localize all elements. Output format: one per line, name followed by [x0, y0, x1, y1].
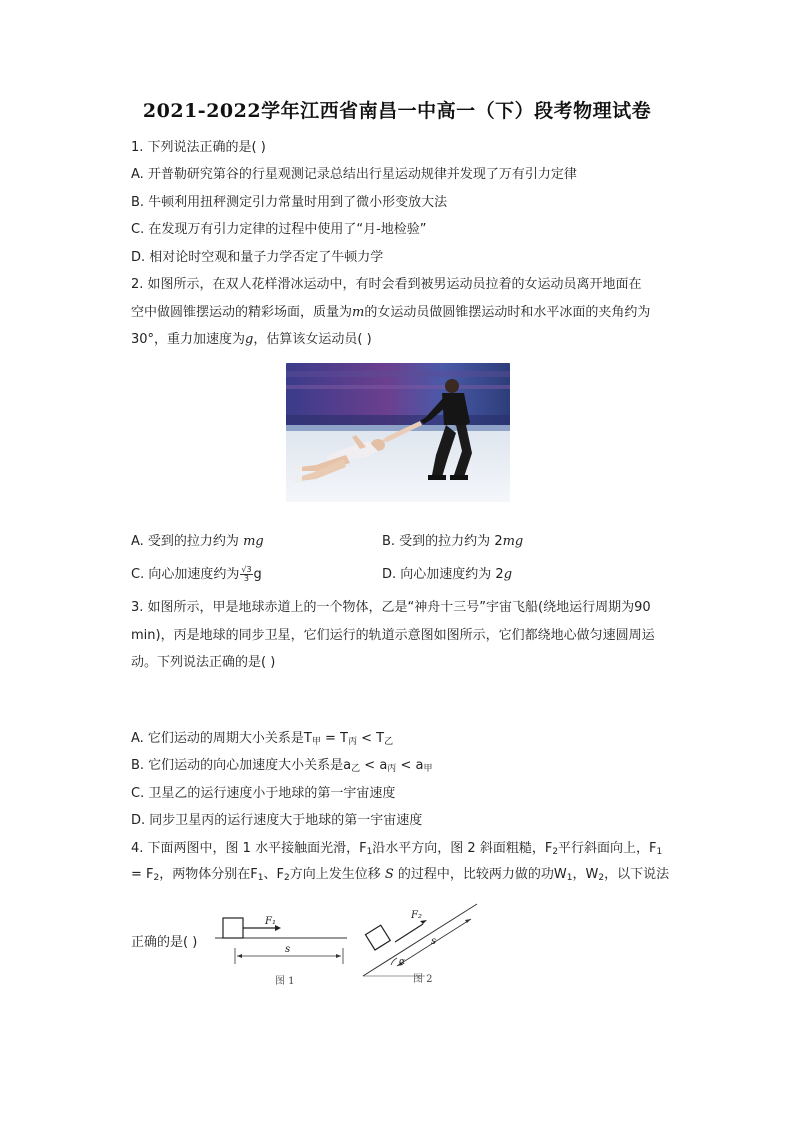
force-f2-arrow	[395, 924, 423, 942]
q3-text: < T	[357, 731, 385, 746]
q2-stem-line1: 2. 如图所示，在双人花样滑冰运动中，有时会看到被男运动员拉着的女运动员离开地面在	[131, 277, 642, 292]
q4-text: 平行斜面向上，F	[558, 841, 657, 856]
q2-var-g: g	[245, 332, 254, 347]
q3-text: < a	[360, 758, 388, 773]
q4-stem-line3: 正确的是( )	[131, 935, 198, 950]
q4-text: 沿水平方向，图 2 斜面粗糙，F	[372, 841, 553, 856]
q3-option-a	[131, 730, 393, 751]
q4-figure-1	[215, 916, 347, 987]
q2-text: 空中做圆锥摆运动的精彩场面，质量为	[131, 305, 353, 320]
q1-option-d: D. 相对论时空观和量子力学否定了牛顿力学	[131, 250, 384, 265]
f1-label: F₁	[265, 916, 276, 927]
s1-label: s	[285, 944, 291, 955]
q2-option-c	[131, 566, 262, 584]
q4-figure-2	[363, 904, 477, 985]
q4-subscript: 1	[366, 847, 373, 857]
q4-text: 、F	[263, 867, 284, 882]
q2-option-c-unit: g	[253, 567, 262, 582]
fraction-denominator: 3	[243, 574, 249, 583]
q4-subscript: 1	[257, 873, 264, 883]
q1-option-b: B. 牛顿利用扭秤测定引力常量时用到了微小形变放大法	[131, 195, 448, 210]
figure-1-caption: 图 1	[275, 976, 295, 987]
q3-stem-line1: 3. 如图所示，甲是地球赤道上的一个物体，乙是“神舟十三号”宇宙飞船(绕地运行周期为90	[131, 600, 651, 615]
q4-text: 方向上发生位移	[289, 867, 385, 882]
q4-subscript: 1	[656, 847, 663, 857]
q3-text: = T	[320, 731, 348, 746]
q2-option-d-var: g	[503, 567, 513, 582]
q4-subscript: 2	[153, 873, 160, 883]
q4-text: = F	[131, 867, 154, 882]
q3-text: B. 它们运动的向心加速度大小关系是a	[131, 758, 352, 773]
q4-subscript: 2	[552, 847, 559, 857]
q4-subscript: 1	[566, 873, 573, 883]
q3-subscript: 乙	[384, 737, 394, 747]
block-1	[223, 918, 243, 938]
q3-stem-line3: 动。下列说法正确的是( )	[131, 655, 276, 670]
alpha-label: α	[399, 957, 406, 967]
q3-subscript: 甲	[423, 764, 433, 774]
q3-subscript: 丙	[387, 764, 397, 774]
q2-text: 30°，重力加速度为	[131, 332, 246, 347]
q3-subscript: 乙	[351, 764, 361, 774]
q2-option-d-text: D. 向心加速度约为 2	[382, 567, 504, 582]
q2-option-b	[382, 533, 523, 551]
figure-skating-photo	[286, 363, 510, 502]
q4-text: ，以下说法	[604, 867, 670, 882]
q2-stem-line2	[131, 304, 650, 322]
q4-stem-line2	[131, 866, 669, 887]
q4-var-s: S	[384, 867, 394, 882]
q2-option-b-var: mg	[502, 534, 524, 549]
q4-subscript: 2	[283, 873, 290, 883]
q3-option-c: C. 卫星乙的运行速度小于地球的第一宇宙速度	[131, 786, 396, 801]
q2-option-b-text: B. 受到的拉力约为 2	[382, 534, 503, 549]
q4-text: ，两物体分别在F	[159, 867, 258, 882]
q3-subscript: 甲	[311, 737, 321, 747]
q4-text: 的过程中，比较两力做的功W	[393, 867, 567, 882]
q3-subscript: 丙	[348, 737, 358, 747]
f2-label: F₂	[411, 910, 422, 921]
q3-text: A. 它们运动的周期大小关系是T	[131, 731, 312, 746]
q2-stem-line3	[131, 331, 372, 349]
q3-stem-line2: min)，丙是地球的同步卫星，它们运行的轨道示意图如图所示，它们都绕地心做匀速圆周运	[131, 628, 655, 643]
q4-text: 4. 下面两图中，图 1 水平接触面光滑，F	[131, 841, 367, 856]
q2-option-a-var: mg	[243, 534, 264, 549]
q4-stem-line1	[131, 840, 662, 861]
q2-option-c-text: C. 向心加速度约为	[131, 567, 240, 582]
q4-text: ，W	[572, 867, 599, 882]
s2-label: s	[431, 936, 437, 947]
fraction-numerator: √3	[241, 565, 252, 574]
q1-option-c: C. 在发现万有引力定律的过程中使用了“月-地检验”	[131, 222, 427, 237]
figure-skating-illustration	[286, 363, 510, 502]
q4-force-diagrams	[215, 892, 495, 992]
q1-stem: 1. 下列说法正确的是( )	[131, 140, 266, 155]
q1-option-a: A. 开普勒研究第谷的行星观测记录总结出行星运动规律并发现了万有引力定律	[131, 167, 577, 182]
q3-option-d: D. 同步卫星丙的运行速度大于地球的第一宇宙速度	[131, 813, 423, 828]
figure-2-caption: 图 2	[413, 974, 433, 985]
q2-option-a-text: A. 受到的拉力约为	[131, 534, 244, 549]
q4-subscript: 2	[598, 873, 605, 883]
q3-text: < a	[396, 758, 424, 773]
q2-option-a	[131, 533, 264, 551]
block-2	[365, 925, 390, 950]
q2-option-c-fraction	[240, 566, 252, 583]
q2-text: 的女运动员做圆锥摆运动时和水平冰面的夹角约为	[364, 305, 651, 320]
q3-option-b	[131, 757, 432, 778]
q2-var-m: m	[352, 305, 365, 320]
q2-option-d	[382, 566, 512, 584]
page-title: 2021-2022学年江西省南昌一中高一（下）段考物理试卷	[142, 100, 652, 122]
q2-text: ，估算该女运动员( )	[253, 332, 372, 347]
